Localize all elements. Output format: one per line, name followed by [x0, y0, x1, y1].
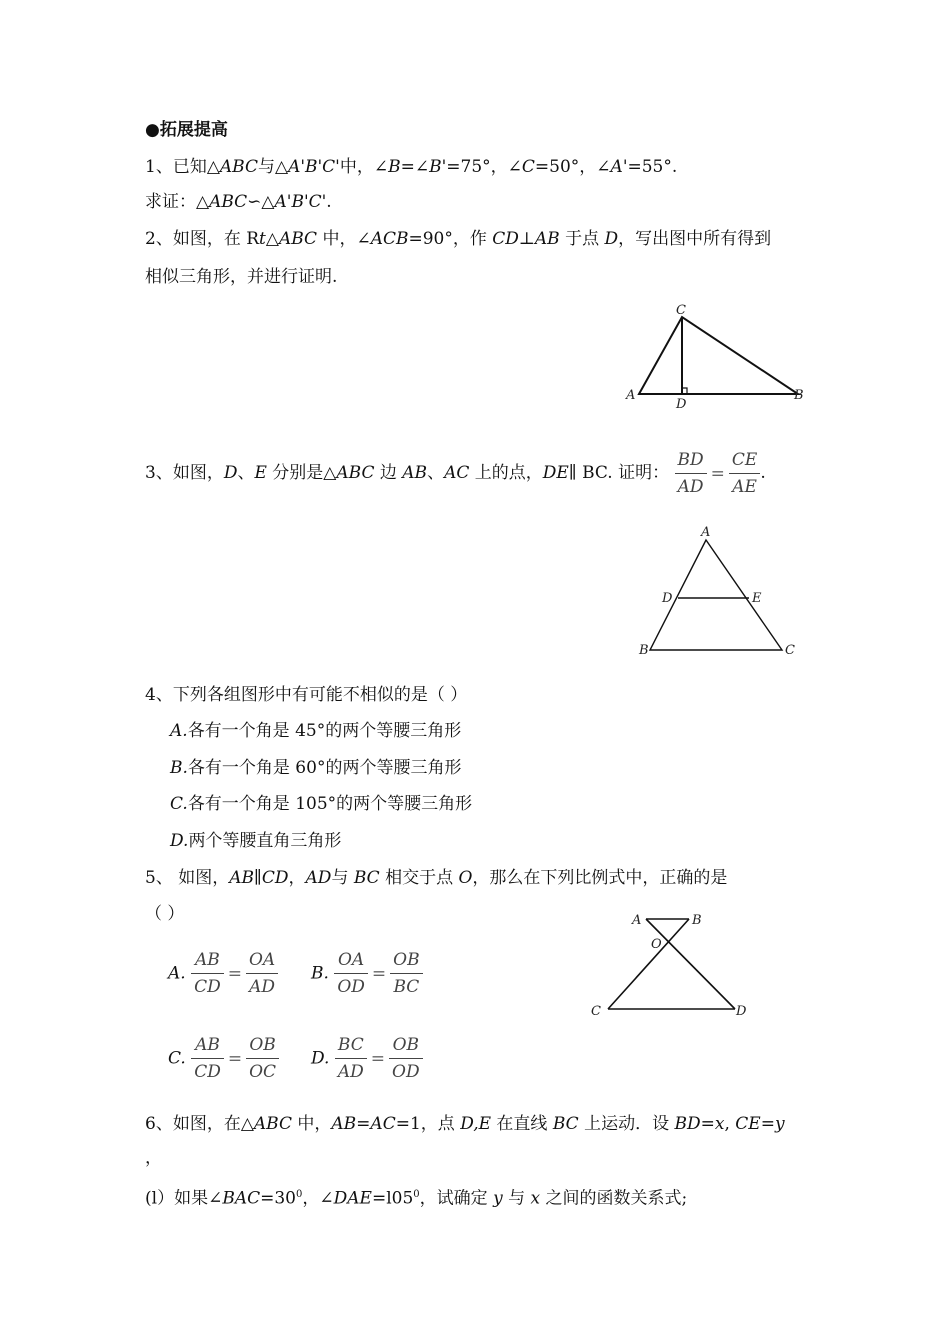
q6-line2: ， [145, 1148, 162, 1168]
q5-label-d: D [736, 1004, 747, 1019]
q2-figure [620, 300, 820, 415]
q5-choice-c: C. $\frac{AB}{CD}$ = $\frac{OB}{OC}$ [168, 1032, 279, 1085]
q3-label-d: D [662, 591, 673, 606]
q6-line3: (l）如果$\angle BAC=30^0$，$\angle DAE=l05^0$，试确定 y 与 x 之间的函数关系式; [145, 1188, 688, 1209]
q5-label-c: C [591, 1004, 601, 1019]
q4-option-a: A.各有一个角是 45°的两个等腰三角形 [170, 721, 462, 741]
q5-label-a: A [632, 913, 642, 928]
q2-line1: 2、如图，在 Rt△ABC 中，∠ACB=90°，作 CD⊥AB 于点 D，写出图中所有得到 [145, 229, 772, 249]
q5-label-b: B [692, 913, 702, 928]
q2-label-b: B [794, 388, 804, 403]
q3-fraction-bd-ad: $\frac{BD}{AD}$ [675, 447, 707, 500]
q5-line1: 5、 如图，AB∥CD，AD与 BC 相交于点 O，那么在下列比例式中，正确的是 [145, 868, 728, 888]
q4-option-b: B.各有一个角是 60°的两个等腰三角形 [170, 758, 462, 778]
q5-choice-d: D. $\frac{BC}{AD}$ = $\frac{OB}{OD}$ [311, 1032, 423, 1085]
q4-option-d: D.两个等腰直角三角形 [170, 831, 342, 851]
q5-choice-a: A. $\frac{AB}{CD}$ = $\frac{OA}{AD}$ [168, 947, 278, 1000]
q3-fraction-ce-ae: $\frac{CE}{AE}$ [729, 447, 760, 500]
q1-line1: 1、已知△ABC与△A'B'C'中，∠B=∠B'=75°，∠C=50°，∠A'=55°. [145, 157, 678, 177]
q2-label-d: D [676, 397, 687, 412]
q4-stem: 4、下列各组图形中有可能不相似的是（ ） [145, 685, 468, 705]
q2-line2: 相似三角形，并进行证明. [145, 267, 338, 287]
q5-figure [585, 905, 755, 1025]
q3-label-b: B [639, 643, 649, 658]
q3-label-c: C [785, 643, 795, 658]
q3-label-a: A [701, 525, 711, 540]
q4-option-c: C.各有一个角是 105°的两个等腰三角形 [170, 794, 473, 814]
q5-line2: （ ） [145, 904, 185, 924]
q3-label-e: E [752, 591, 762, 606]
q5-label-o: O [651, 937, 662, 952]
q5-choice-b: B. $\frac{OA}{OD}$ = $\frac{OB}{BC}$ [311, 947, 423, 1000]
q2-label-a: A [626, 388, 636, 403]
q6-line1: 6、如图，在△ABC 中，AB=AC=1，点 D,E 在直线 BC 上运动．设 BD=x, CE=y [145, 1114, 785, 1134]
q5-segment-bc [608, 919, 689, 1009]
q1-line2: 求证：△ABC∽△A'B'C'. [145, 192, 332, 212]
q3-line: 3、如图，D、E 分别是△ABC 边 AB、AC 上的点，DE∥ BC. 证明： $\frac{BD}{AD}$ = $\frac{CE}{AE}$ . [145, 445, 766, 502]
q5-segment-ad [646, 919, 735, 1009]
q2-label-c: C [676, 303, 686, 318]
q3-figure [630, 522, 810, 662]
q2-triangle [639, 317, 798, 394]
section-title: ●拓展提高 [145, 120, 228, 140]
